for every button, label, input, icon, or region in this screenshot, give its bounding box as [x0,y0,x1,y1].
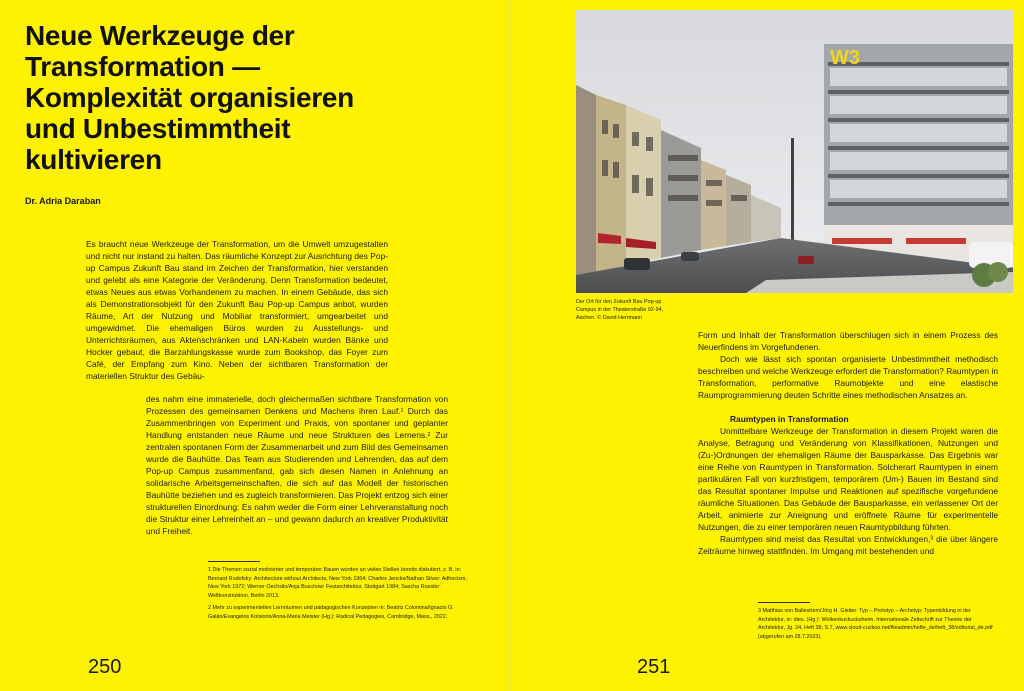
spacer [698,401,998,413]
title-line: kultivieren [25,144,162,175]
footnote-rule [208,561,260,562]
street-photo [576,10,1013,293]
paragraph-text: Es braucht neue Werkzeuge der Transformation, um die Umwelt umzugestalten und nicht nur instand zu halten. Das räumliche Konzept zur Ausrichtung des Pop-up Campus Zukunft Bau stand im Zeichen der Transformation, hier verstanden und gelebt als eine Kategorie der Veränderung. Denn Transformation bedeutet, etwas Neues aus etwas Vorhandenem zu machen. In einem Gebäude, das sich als Demonstrationsobjekt für den Zukunft Bau Pop-up Campus anbot, wurden Räume, Art der Nutzung und Mobiliar transformiert, umgearbeitet und umgewidmet. Die ehemaligen Büros wurden zu Ausstellungs- und Unterrichtsräumen, aus Aktenschränken und LAN-Kabeln wurden Bänke und Hocker gebaut, die Barzahlungskasse wurde zum Bookshop, das Foyer zum Café, der Empfang zum Kino. Neben der sichtbaren Transformation der materiellen Struktur des Gebäu- [86,239,388,381]
footnotes [208,566,470,626]
title-line: und Unbestimmtheit [25,113,291,144]
article-title [25,20,425,175]
body-text-right [698,329,998,557]
footnote-3: 3 Matthias von Ballestrem/Jörg H. Gleiter: Typ – Prototyp – Archetyp: Typenbildung in der Architektur, in: dies. (Hg.): Wolkenkuckucksheim. Internationale Zeitschrift zur Theorie der Architektur, Jg. 24, Heft 38, S.7, www.cloud-cuckoo.net/fileadmin/hefte_de/heft_38/editorial_de.pdf (abgerufen am 28.7.2023). [758,608,993,640]
photo-caption: Der Ort für den Zukunft Bau Pop-up Campus in der Theaterstraße 92-94, Aachen. © David Herrmann [576,299,664,321]
spine-gutter [505,0,512,691]
title-line: Neue Werkzeuge der [25,20,295,51]
footnotes [758,607,998,645]
paragraph-text: Unmittelbare Werkzeuge der Transformation in diesem Projekt waren die Analyse, Betragung und Veränderung von Klassifikationen, Nutzungen und (Zu-)Ordnungen der ehemaligen Räume der Bausparkasse. Das Ergebnis war eine Reihe von Raumtypen in Transformation. Solcherart Raumtypen in einem partikulären Fall von kurzfristigem, temporärem (Um-) Bauen im Bestand sind das Resultat spontaner Impulse und Reaktionen auf spezifische vorgefundene räumliche Situationen. Das Gebäude der Bausparkasse, ein verlassener Ort der Arbeit, animierte zur Aneignung und eröffnete Räume für experimentelle Nutzungen, die zu einer temporären neuen Raumtypbildung führten. [698,426,998,532]
author-name: Dr. Adria Daraban [25,196,101,206]
body-paragraph [86,238,388,382]
footnote-2: 2 Mehr zu experimentellen Lernräumen und pädagogischen Konzepten in: Beatriz Colomina/Ignacio G. Galán/Evangelos Kotsioris/Anna-Maria Meister (Hg.): Radical Pedagogies, Cambridge, Mass., 2022. [208,605,454,620]
section-heading: Raumtypen in Transformation [730,414,849,424]
paragraph-text: Raumtypen sind meist das Resultat von Entwicklungen,³ die über längere Zeiträume hinweg stattfinden. Im Umgang mit bestehenden und [698,534,998,556]
title-line: Transformation — [25,51,260,82]
page-number: 250 [88,656,122,678]
building-sign: W3 [830,47,860,69]
body-paragraph [146,393,448,537]
footnote-1: 1 Die Themen sozial motivierter und temporärer Bauen wurden an vielen Stellen bereits diskutiert, z. B. in: Bernard Rudofsky: Architecture without Architects, New York 1964; Charles Jencks/Nathan Silver: Adhocism, New York 1972; Werner Oechslin/Anja Buschow: Festarchitektur, Stuttgart 1984; Sascha Roesler: Weltkonstruktion, Berlin 2013. [208,567,467,599]
footnote-rule [758,602,810,603]
page-number: 251 [637,656,671,678]
title-line: Komplexität organisieren [25,82,354,113]
paragraph-text: Doch wie lässt sich spontan organisierte Unbestimmtheit methodisch beschreiben und welche Werkzeuge erfordert die Transformation? Raumtypen in Transformation, performative Raumobjekte und eine elastische Raumprogrammierung deuten Schritte eines methodischen Ansatzes an. [698,354,998,400]
paragraph-text: des nahm eine immaterielle, doch gleichermaßen sichtbare Transformation von Prozessen des gemeinsamen Denkens und Machens ihren Lauf.¹ Durch das Zusammenbringen von Experiment und Praxis, von spontaner und geplanter Handlung entstanden neue Räume und neue Strukturen des Lernens.² Zur zentralen spontanen Form der Zusammenarbeit und zum Bild des Gemeinsamen wurde die Bauhütte. Das Team aus Studierenden und Lehrenden, das auf dem Pop-up Campus zusammenfand, gab sich diesen Namen in Anlehnung an solidarische Arbeitsgemeinschaften, die sich auf das Modell der historischen Bauhütte beziehen und es zugleich transformieren. Das Projekt entzog sich einer strukturellen Einordnung: Es nahm weder die Form einer Lehrveranstaltung noch die Struktur einer Lehreinheit an – und gewann dadurch an kreativer Produktivität und Freiheit. [146,394,448,536]
paragraph-text: Form und Inhalt der Transformation überschlugen sich in einem Prozess des Neuerfindens im Vorgefundenen. [698,330,998,352]
